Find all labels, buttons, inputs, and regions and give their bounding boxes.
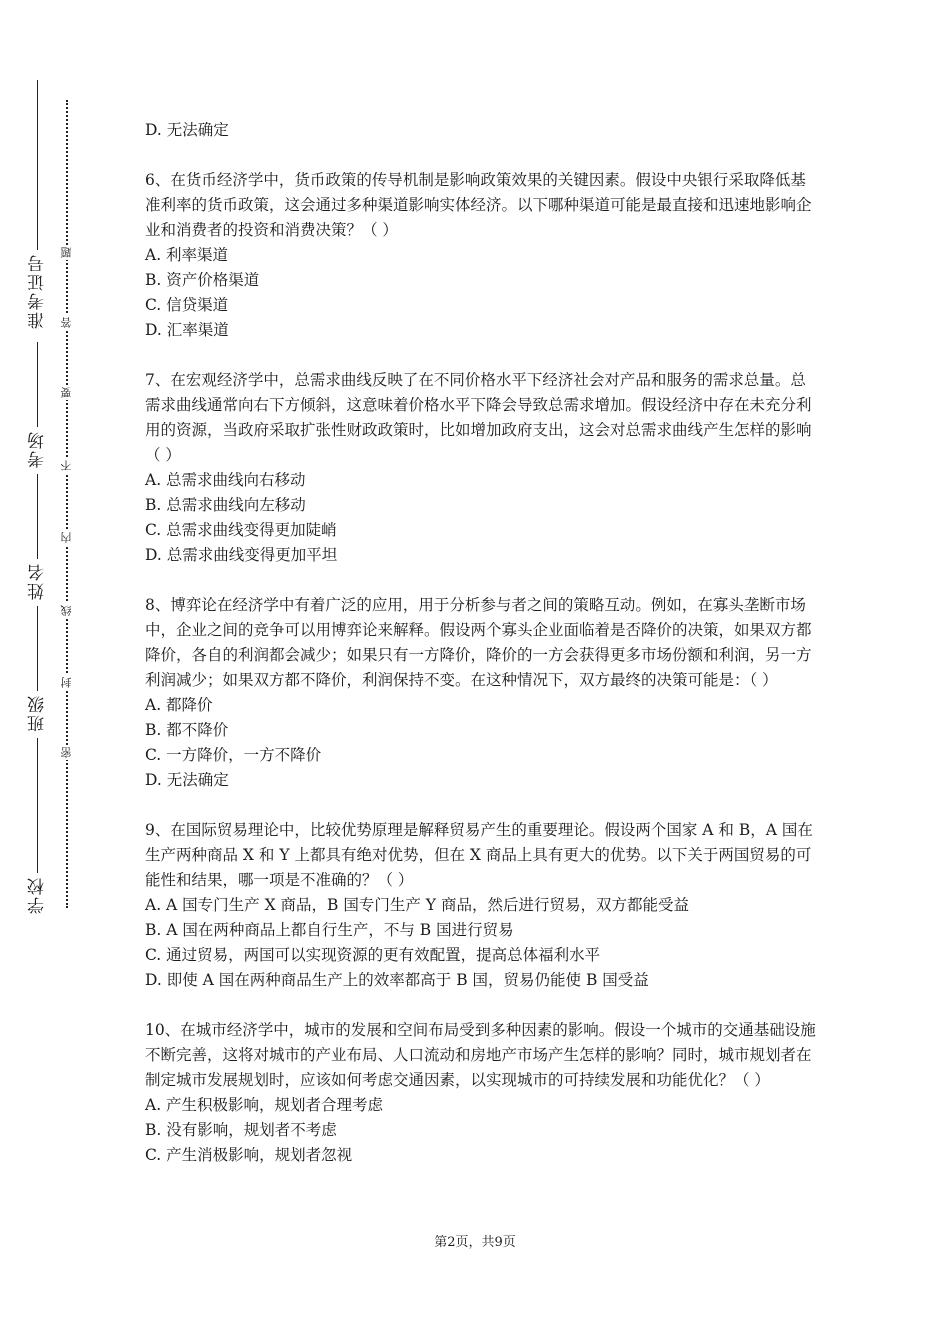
- seal-char: 题: [60, 247, 73, 258]
- seal-char: 不: [60, 460, 73, 471]
- question-stem: 10、在城市经济学中，城市的发展和空间布局受到多种因素的影响。假设一个城市的交通基础设施不断完善，这将对城市的产业布局、人口流动和房地产市场产生怎样的影响？同时，城市规划者在制定城市发展规划时，应该如何考虑交通因素，以实现城市的可持续发展和功能优化？（ ）: [145, 1021, 816, 1089]
- seal-char: 要: [60, 387, 73, 398]
- question-stem: 9、在国际贸易理论中，比较优势原理是解释贸易产生的重要理论。假设两个国家 A 和 B，A 国在生产两种商品 X 和 Y 上都具有绝对优势，但在 X 商品上具有更大的优势。以下关于两国贸易的可能性和结果，哪一项是不准确的？（ ）: [145, 821, 813, 889]
- option-c: C. 产生消极影响，规划者忽视: [145, 1146, 353, 1164]
- seal-char: 封: [60, 677, 73, 688]
- question-stem: 6、在货币经济学中，货币政策的传导机制是影响政策效果的关键因素。假设中央银行采取降低基准利率的货币政策，这会通过多种渠道影响实体经济。以下哪种渠道可能是最直接和迅速地影响企业和消费者的投资和消费决策？（ ）: [145, 171, 812, 239]
- option-b: B. 没有影响，规划者不考虑: [145, 1121, 337, 1139]
- question-8: [145, 593, 820, 793]
- option-d: D. 即使 A 国在两种商品生产上的效率都高于 B 国，贸易仍能使 B 国受益: [145, 971, 649, 989]
- question-7: [145, 368, 820, 568]
- seal-char: 密: [60, 747, 73, 758]
- option-a: A. A 国专门生产 X 商品，B 国专门生产 Y 商品，然后进行贸易，双方都能受益: [145, 896, 689, 914]
- exam-room-label: 考场: [27, 430, 48, 468]
- question-9: [145, 818, 820, 993]
- question-6: [145, 168, 820, 343]
- question-10: [145, 1018, 820, 1168]
- class-field: [14, 606, 60, 735]
- option-c: C. 通过贸易，两国可以实现资源的更有效配置，提高总体福利水平: [145, 946, 601, 964]
- option-a: A. 利率渠道: [145, 246, 229, 264]
- school-field: [14, 738, 60, 917]
- seal-char: 答: [60, 317, 73, 328]
- option-c: C. 信贷渠道: [145, 296, 229, 314]
- exam-number-field: [14, 80, 60, 332]
- class-label: 班级: [27, 694, 48, 732]
- exam-number-label: 准考证号: [27, 253, 48, 329]
- page-footer: 第2页，共9页: [434, 1235, 516, 1250]
- option-a: A. 产生积极影响，规划者合理考虑: [145, 1096, 384, 1114]
- option-b: B. 都不降价: [145, 721, 229, 739]
- seal-char: 线: [60, 605, 73, 616]
- option-c: C. 总需求曲线变得更加陡峭: [145, 521, 337, 539]
- question-list: [145, 118, 820, 1193]
- option-a: A. 都降价: [145, 696, 213, 714]
- option-b: B. A 国在两种商品上都自行生产，不与 B 国进行贸易: [145, 921, 514, 939]
- option-b: B. 资产价格渠道: [145, 271, 260, 289]
- seal-char: 内: [60, 532, 73, 543]
- name-label: 姓名: [27, 562, 48, 600]
- option-a: A. 总需求曲线向右移动: [145, 471, 306, 489]
- school-label: 学校: [27, 876, 48, 914]
- option-c: C. 一方降价，一方不降价: [145, 746, 322, 764]
- exam-room-field: [14, 342, 60, 471]
- seal-line: [66, 100, 68, 908]
- option-d: D. 总需求曲线变得更加平坦: [145, 546, 338, 564]
- option-d: D. 汇率渠道: [145, 321, 229, 339]
- question-5-tail: [145, 118, 820, 143]
- option-b: B. 总需求曲线向左移动: [145, 496, 306, 514]
- option-d: D. 无法确定: [145, 771, 229, 789]
- binding-margin: [14, 80, 60, 940]
- option-d: D. 无法确定: [145, 121, 229, 139]
- question-stem: 8、博弈论在经济学中有着广泛的应用，用于分析参与者之间的策略互动。例如，在寡头垄断市场中，企业之间的竞争可以用博弈论来解释。假设两个寡头企业面临着是否降价的决策，如果双方都降价，各自的利润都会减少；如果只有一方降价，降价的一方会获得更多市场份额和利润，另一方利润减少；如果双方都不降价，利润保持不变。在这种情况下，双方最终的决策可能是：（ ）: [145, 596, 812, 689]
- question-stem: 7、在宏观经济学中，总需求曲线反映了在不同价格水平下经济社会对产品和服务的需求总量。总需求曲线通常向右下方倾斜，这意味着价格水平下降会导致总需求增加。假设经济中存在未充分利用的资源，当政府采取扩张性财政政策时，比如增加政府支出，这会对总需求曲线产生怎样的影响（ ）: [145, 371, 812, 464]
- name-field: [14, 474, 60, 603]
